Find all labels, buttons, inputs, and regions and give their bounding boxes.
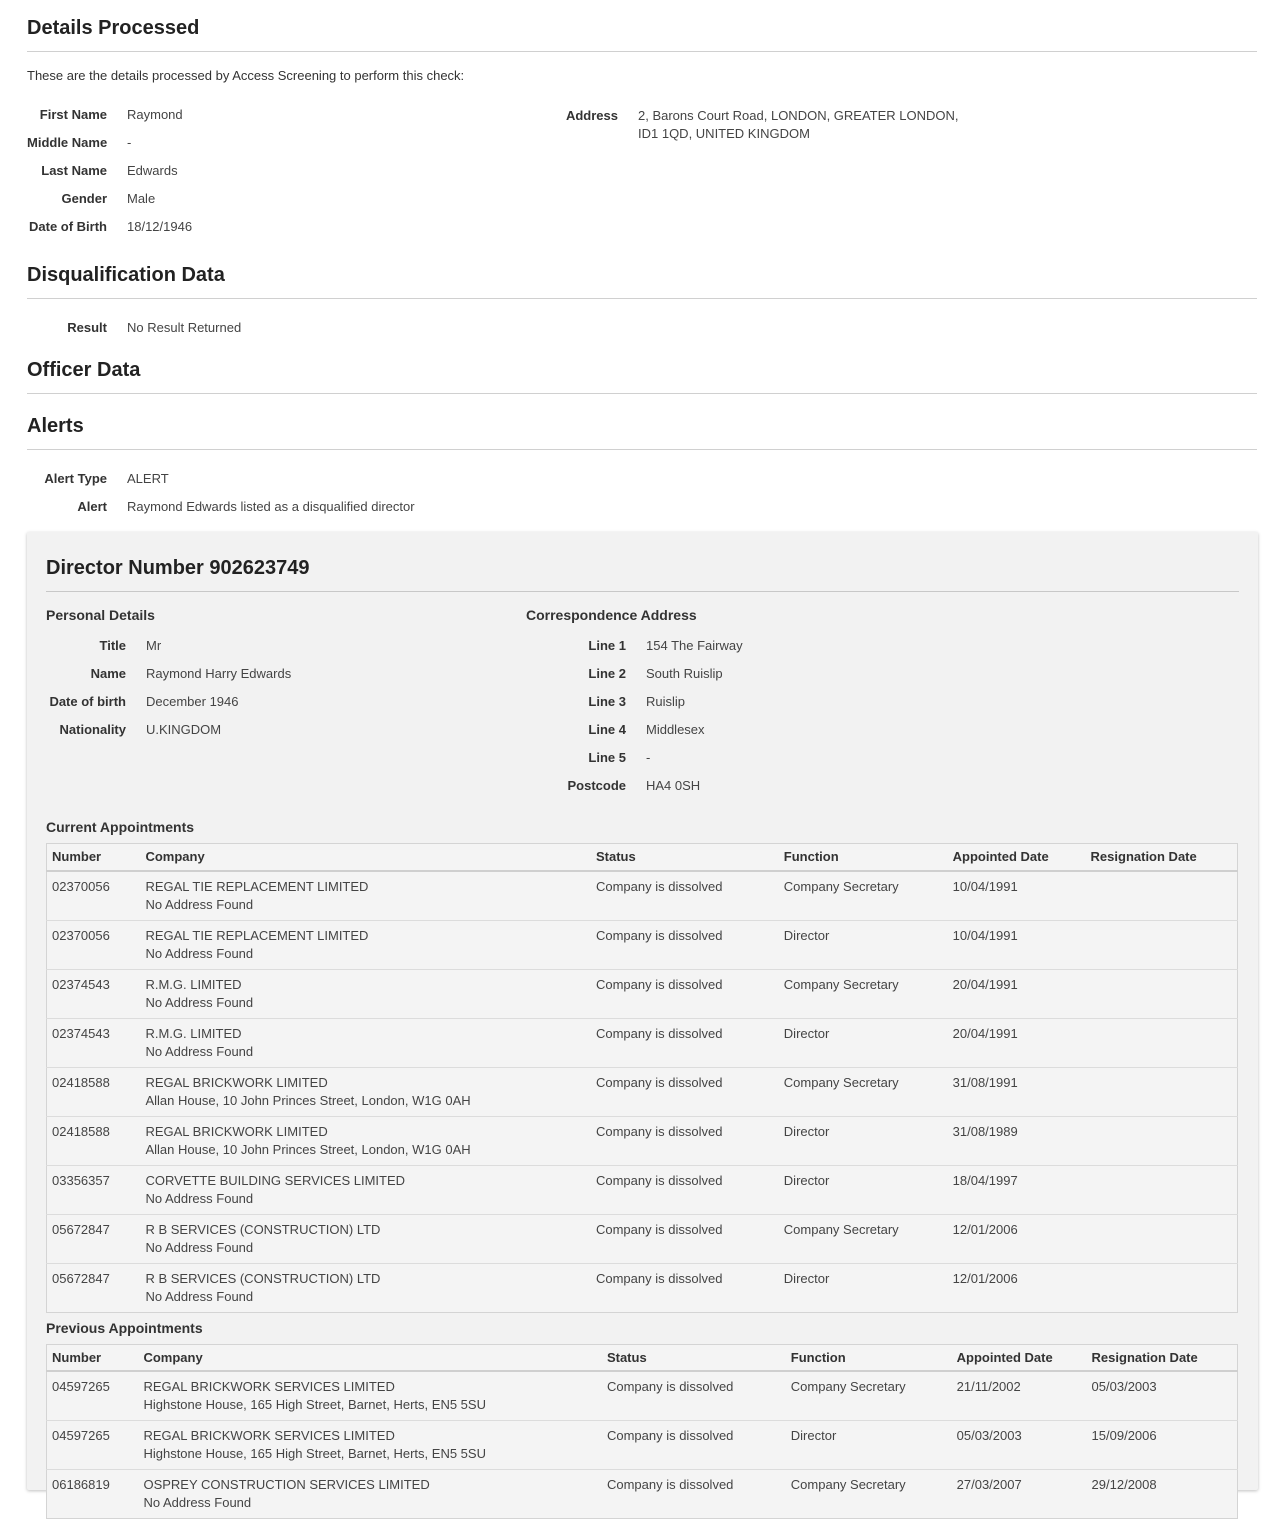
cell-resigned bbox=[1086, 1165, 1238, 1214]
cell-status bbox=[591, 969, 779, 1018]
field-value: - bbox=[127, 135, 131, 150]
field-line-2 bbox=[526, 659, 1006, 687]
cell-address-text: No Address Found bbox=[145, 1043, 586, 1061]
current-appointments-heading: Current Appointments bbox=[46, 819, 1239, 835]
field-label: Line 1 bbox=[526, 638, 646, 653]
field-date-of-birth bbox=[27, 212, 558, 240]
details-intro: These are the details processed by Access Screening to perform this check: bbox=[27, 68, 1258, 83]
cell-status-text: Company is dissolved bbox=[596, 878, 774, 896]
field-value: ALERT bbox=[127, 471, 169, 486]
cell-function bbox=[779, 1263, 948, 1312]
field-value: Male bbox=[127, 191, 155, 206]
cell-function-text: Director bbox=[784, 1123, 943, 1141]
cell-status bbox=[602, 1470, 786, 1519]
cell-resigned bbox=[1087, 1421, 1238, 1470]
cell-status-text: Company is dissolved bbox=[596, 1221, 774, 1239]
cell-function-text: Director bbox=[784, 1270, 943, 1288]
details-grid bbox=[27, 100, 1258, 240]
cell-appointed-text: 18/04/1997 bbox=[953, 1172, 1081, 1190]
current-appointments-table bbox=[46, 843, 1238, 1313]
cell-address-text: No Address Found bbox=[145, 994, 586, 1012]
cell-function-text: Company Secretary bbox=[784, 878, 943, 896]
cell-appointed bbox=[948, 920, 1086, 969]
cell-status-text: Company is dissolved bbox=[607, 1476, 781, 1494]
field-line-4 bbox=[526, 715, 1006, 743]
cell-resigned bbox=[1086, 1214, 1238, 1263]
cell-status bbox=[591, 920, 779, 969]
cell-company bbox=[140, 1165, 591, 1214]
cell-company-text: REGAL BRICKWORK LIMITED bbox=[145, 1074, 586, 1092]
director-heading: Director Number 902623749 bbox=[46, 532, 1239, 592]
cell-status-text: Company is dissolved bbox=[596, 976, 774, 994]
cell-function bbox=[786, 1470, 952, 1519]
cell-function bbox=[779, 1165, 948, 1214]
field-label: Name bbox=[46, 666, 146, 681]
cell-function bbox=[779, 1067, 948, 1116]
field-line-3 bbox=[526, 687, 1006, 715]
cell-function bbox=[779, 1214, 948, 1263]
cell-status bbox=[591, 871, 779, 921]
cell-address-text: Allan House, 10 John Princes Street, London, W1G 0AH bbox=[145, 1141, 586, 1159]
correspondence-heading: Correspondence Address bbox=[526, 607, 1006, 623]
cell-status bbox=[602, 1421, 786, 1470]
cell-appointed-text: 12/01/2006 bbox=[953, 1221, 1081, 1239]
field-result bbox=[27, 313, 1258, 341]
field-label: Postcode bbox=[526, 778, 646, 793]
cell-number-text: 02418588 bbox=[52, 1123, 135, 1141]
cell-function bbox=[786, 1371, 952, 1421]
cell-company bbox=[138, 1470, 602, 1519]
previous-appointments-body bbox=[47, 1371, 1238, 1519]
cell-appointed bbox=[948, 1263, 1086, 1312]
cell-status-text: Company is dissolved bbox=[607, 1378, 781, 1396]
column-header: Function bbox=[786, 1344, 952, 1371]
cell-status-text: Company is dissolved bbox=[607, 1427, 781, 1445]
personal-details-rows bbox=[46, 631, 526, 743]
table-row bbox=[47, 1067, 1238, 1116]
alerts-heading: Alerts bbox=[27, 394, 1257, 450]
cell-status bbox=[602, 1371, 786, 1421]
cell-company bbox=[138, 1371, 602, 1421]
address-value: 2, Barons Court Road, LONDON, GREATER LONDON, ID1 1QD, UNITED KINGDOM bbox=[638, 107, 968, 143]
current-appointments-body bbox=[47, 871, 1238, 1313]
cell-function-text: Company Secretary bbox=[784, 976, 943, 994]
field-value: Raymond Edwards listed as a disqualified director bbox=[127, 499, 415, 514]
cell-appointed bbox=[952, 1470, 1087, 1519]
cell-appointed-text: 20/04/1991 bbox=[953, 976, 1081, 994]
cell-function-text: Director bbox=[791, 1427, 947, 1445]
cell-appointed bbox=[948, 1018, 1086, 1067]
column-header: Resignation Date bbox=[1087, 1344, 1238, 1371]
cell-status bbox=[591, 1165, 779, 1214]
field-value: - bbox=[646, 750, 650, 765]
cell-number bbox=[47, 871, 141, 921]
cell-appointed bbox=[948, 1067, 1086, 1116]
field-label: Gender bbox=[27, 191, 127, 206]
cell-status bbox=[591, 1214, 779, 1263]
field-label: Line 5 bbox=[526, 750, 646, 765]
cell-number bbox=[47, 1116, 141, 1165]
cell-number-text: 06186819 bbox=[52, 1476, 133, 1494]
cell-company bbox=[140, 1214, 591, 1263]
cell-company bbox=[138, 1421, 602, 1470]
column-header: Appointed Date bbox=[948, 844, 1086, 871]
table-header-row bbox=[47, 1344, 1238, 1371]
previous-appointments-heading: Previous Appointments bbox=[46, 1320, 1239, 1336]
field-label: Nationality bbox=[46, 722, 146, 737]
details-heading: Details Processed bbox=[27, 0, 1257, 52]
field-label: Title bbox=[46, 638, 146, 653]
table-row bbox=[47, 1018, 1238, 1067]
cell-appointed bbox=[952, 1421, 1087, 1470]
cell-resigned bbox=[1087, 1470, 1238, 1519]
cell-number-text: 02370056 bbox=[52, 927, 135, 945]
cell-resigned bbox=[1086, 871, 1238, 921]
column-header: Status bbox=[602, 1344, 786, 1371]
cell-company-text: R.M.G. LIMITED bbox=[145, 976, 586, 994]
cell-address-text: Highstone House, 165 High Street, Barnet, Herts, EN5 5SU bbox=[143, 1396, 597, 1414]
cell-status bbox=[591, 1263, 779, 1312]
previous-appointments-table bbox=[46, 1344, 1238, 1519]
cell-function-text: Director bbox=[784, 927, 943, 945]
cell-function-text: Company Secretary bbox=[784, 1221, 943, 1239]
table-row bbox=[47, 1371, 1238, 1421]
field-label: Last Name bbox=[27, 163, 127, 178]
cell-company-text: REGAL BRICKWORK LIMITED bbox=[145, 1123, 586, 1141]
cell-company bbox=[140, 1116, 591, 1165]
field-value: Raymond bbox=[127, 107, 183, 122]
cell-number-text: 05672847 bbox=[52, 1270, 135, 1288]
field-value: South Ruislip bbox=[646, 666, 723, 681]
cell-number bbox=[47, 1214, 141, 1263]
cell-appointed bbox=[948, 1214, 1086, 1263]
field-label: Line 3 bbox=[526, 694, 646, 709]
disqualification-heading: Disqualification Data bbox=[27, 240, 1257, 299]
cell-function bbox=[779, 920, 948, 969]
column-header: Number bbox=[47, 1344, 139, 1371]
cell-appointed-text: 31/08/1991 bbox=[953, 1074, 1081, 1092]
cell-resigned bbox=[1086, 969, 1238, 1018]
table-row bbox=[47, 920, 1238, 969]
cell-appointed bbox=[948, 969, 1086, 1018]
table-row bbox=[47, 1214, 1238, 1263]
cell-function-text: Director bbox=[784, 1025, 943, 1043]
cell-company-text: REGAL TIE REPLACEMENT LIMITED bbox=[145, 878, 586, 896]
cell-status-text: Company is dissolved bbox=[596, 1025, 774, 1043]
field-alert-type bbox=[27, 464, 1258, 492]
cell-company-text: R B SERVICES (CONSTRUCTION) LTD bbox=[145, 1221, 586, 1239]
cell-number bbox=[47, 969, 141, 1018]
cell-company-text: REGAL BRICKWORK SERVICES LIMITED bbox=[143, 1427, 597, 1445]
cell-number-text: 04597265 bbox=[52, 1427, 133, 1445]
cell-resigned-text: 05/03/2003 bbox=[1092, 1378, 1232, 1396]
cell-appointed-text: 31/08/1989 bbox=[953, 1123, 1081, 1141]
table-header-row bbox=[47, 844, 1238, 871]
table-row bbox=[47, 1421, 1238, 1470]
cell-number bbox=[47, 1470, 139, 1519]
cell-appointed bbox=[948, 871, 1086, 921]
cell-address-text: No Address Found bbox=[145, 896, 586, 914]
cell-company-text: OSPREY CONSTRUCTION SERVICES LIMITED bbox=[143, 1476, 597, 1494]
cell-company bbox=[140, 1263, 591, 1312]
cell-status-text: Company is dissolved bbox=[596, 1074, 774, 1092]
field-value: No Result Returned bbox=[127, 320, 241, 335]
cell-address-text: No Address Found bbox=[145, 1239, 586, 1257]
table-row bbox=[47, 871, 1238, 921]
cell-number bbox=[47, 920, 141, 969]
correspondence-rows bbox=[526, 631, 1006, 799]
cell-company-text: REGAL TIE REPLACEMENT LIMITED bbox=[145, 927, 586, 945]
field-value: Edwards bbox=[127, 163, 178, 178]
field-alert bbox=[27, 492, 1258, 520]
column-header: Appointed Date bbox=[952, 1344, 1087, 1371]
cell-company bbox=[140, 871, 591, 921]
cell-function bbox=[779, 871, 948, 921]
cell-resigned bbox=[1087, 1371, 1238, 1421]
officer-heading: Officer Data bbox=[27, 341, 1257, 394]
cell-function bbox=[779, 969, 948, 1018]
column-header: Number bbox=[47, 844, 141, 871]
cell-appointed-text: 20/04/1991 bbox=[953, 1025, 1081, 1043]
field-label: Alert bbox=[27, 499, 127, 514]
cell-appointed-text: 10/04/1991 bbox=[953, 927, 1081, 945]
field-nationality bbox=[46, 715, 526, 743]
cell-status bbox=[591, 1067, 779, 1116]
field-middle-name bbox=[27, 128, 558, 156]
cell-company bbox=[140, 1018, 591, 1067]
table-row bbox=[47, 1263, 1238, 1312]
cell-address-text: No Address Found bbox=[145, 1288, 586, 1306]
address-label: Address bbox=[558, 107, 638, 143]
field-line-5 bbox=[526, 743, 1006, 771]
cell-number bbox=[47, 1018, 141, 1067]
field-dob bbox=[46, 687, 526, 715]
field-first-name bbox=[27, 100, 558, 128]
cell-resigned-text: 15/09/2006 bbox=[1092, 1427, 1232, 1445]
cell-number bbox=[47, 1165, 141, 1214]
cell-status-text: Company is dissolved bbox=[596, 927, 774, 945]
cell-appointed bbox=[948, 1116, 1086, 1165]
cell-resigned bbox=[1086, 920, 1238, 969]
cell-resigned bbox=[1086, 1067, 1238, 1116]
details-address bbox=[558, 100, 968, 240]
field-label: Date of birth bbox=[46, 694, 146, 709]
cell-number-text: 04597265 bbox=[52, 1378, 133, 1396]
column-header: Status bbox=[591, 844, 779, 871]
cell-number-text: 05672847 bbox=[52, 1221, 135, 1239]
cell-status-text: Company is dissolved bbox=[596, 1172, 774, 1190]
cell-number-text: 02370056 bbox=[52, 878, 135, 896]
field-line-1 bbox=[526, 631, 1006, 659]
cell-company-text: CORVETTE BUILDING SERVICES LIMITED bbox=[145, 1172, 586, 1190]
cell-address-text: No Address Found bbox=[143, 1494, 597, 1512]
cell-number-text: 02374543 bbox=[52, 1025, 135, 1043]
cell-resigned bbox=[1086, 1018, 1238, 1067]
director-panel bbox=[27, 532, 1258, 1490]
table-row bbox=[47, 1165, 1238, 1214]
field-address bbox=[558, 107, 968, 143]
cell-function-text: Company Secretary bbox=[791, 1378, 947, 1396]
field-label: Line 2 bbox=[526, 666, 646, 681]
cell-number-text: 02374543 bbox=[52, 976, 135, 994]
cell-appointed-text: 05/03/2003 bbox=[957, 1427, 1082, 1445]
details-fields bbox=[27, 100, 558, 240]
cell-status bbox=[591, 1018, 779, 1067]
cell-company-text: R.M.G. LIMITED bbox=[145, 1025, 586, 1043]
alerts-fields bbox=[27, 464, 1258, 520]
cell-address-text: Allan House, 10 John Princes Street, London, W1G 0AH bbox=[145, 1092, 586, 1110]
cell-appointed-text: 12/01/2006 bbox=[953, 1270, 1081, 1288]
director-details bbox=[46, 607, 1239, 799]
column-header: Resignation Date bbox=[1086, 844, 1238, 871]
table-row bbox=[47, 1116, 1238, 1165]
field-label: Middle Name bbox=[27, 135, 127, 150]
cell-company-text: REGAL BRICKWORK SERVICES LIMITED bbox=[143, 1378, 597, 1396]
field-value: December 1946 bbox=[146, 694, 239, 709]
field-value: Raymond Harry Edwards bbox=[146, 666, 291, 681]
cell-appointed-text: 21/11/2002 bbox=[957, 1378, 1082, 1396]
correspondence-address bbox=[526, 607, 1006, 799]
cell-appointed bbox=[952, 1371, 1087, 1421]
cell-status bbox=[591, 1116, 779, 1165]
cell-resigned bbox=[1086, 1116, 1238, 1165]
field-postcode bbox=[526, 771, 1006, 799]
cell-address-text: No Address Found bbox=[145, 945, 586, 963]
field-title bbox=[46, 631, 526, 659]
cell-appointed-text: 10/04/1991 bbox=[953, 878, 1081, 896]
personal-details-heading: Personal Details bbox=[46, 607, 526, 623]
cell-appointed bbox=[948, 1165, 1086, 1214]
table-row bbox=[47, 1470, 1238, 1519]
cell-address-text: Highstone House, 165 High Street, Barnet, Herts, EN5 5SU bbox=[143, 1445, 597, 1463]
cell-company bbox=[140, 969, 591, 1018]
cell-number bbox=[47, 1067, 141, 1116]
field-label: Line 4 bbox=[526, 722, 646, 737]
field-name bbox=[46, 659, 526, 687]
column-header: Company bbox=[140, 844, 591, 871]
column-header: Function bbox=[779, 844, 948, 871]
cell-function-text: Company Secretary bbox=[784, 1074, 943, 1092]
field-value: Ruislip bbox=[646, 694, 685, 709]
cell-function-text: Company Secretary bbox=[791, 1476, 947, 1494]
table-row bbox=[47, 969, 1238, 1018]
field-value: 18/12/1946 bbox=[127, 219, 192, 234]
field-value: HA4 0SH bbox=[646, 778, 700, 793]
cell-company bbox=[140, 1067, 591, 1116]
cell-address-text: No Address Found bbox=[145, 1190, 586, 1208]
field-value: Mr bbox=[146, 638, 161, 653]
cell-status-text: Company is dissolved bbox=[596, 1270, 774, 1288]
field-value: Middlesex bbox=[646, 722, 705, 737]
field-value: U.KINGDOM bbox=[146, 722, 221, 737]
cell-appointed-text: 27/03/2007 bbox=[957, 1476, 1082, 1494]
field-label: Date of Birth bbox=[27, 219, 127, 234]
cell-company bbox=[140, 920, 591, 969]
personal-details bbox=[46, 607, 526, 799]
cell-number-text: 02418588 bbox=[52, 1074, 135, 1092]
cell-number bbox=[47, 1421, 139, 1470]
field-label: First Name bbox=[27, 107, 127, 122]
field-gender bbox=[27, 184, 558, 212]
disqualification-fields bbox=[27, 313, 1258, 341]
cell-resigned bbox=[1086, 1263, 1238, 1312]
cell-number bbox=[47, 1371, 139, 1421]
cell-function bbox=[779, 1018, 948, 1067]
field-label: Alert Type bbox=[27, 471, 127, 486]
cell-number-text: 03356357 bbox=[52, 1172, 135, 1190]
cell-resigned-text: 29/12/2008 bbox=[1092, 1476, 1232, 1494]
column-header: Company bbox=[138, 1344, 602, 1371]
cell-function bbox=[786, 1421, 952, 1470]
cell-number bbox=[47, 1263, 141, 1312]
cell-function-text: Director bbox=[784, 1172, 943, 1190]
cell-status-text: Company is dissolved bbox=[596, 1123, 774, 1141]
field-last-name bbox=[27, 156, 558, 184]
cell-function bbox=[779, 1116, 948, 1165]
field-value: 154 The Fairway bbox=[646, 638, 743, 653]
cell-company-text: R B SERVICES (CONSTRUCTION) LTD bbox=[145, 1270, 586, 1288]
field-label: Result bbox=[27, 320, 127, 335]
